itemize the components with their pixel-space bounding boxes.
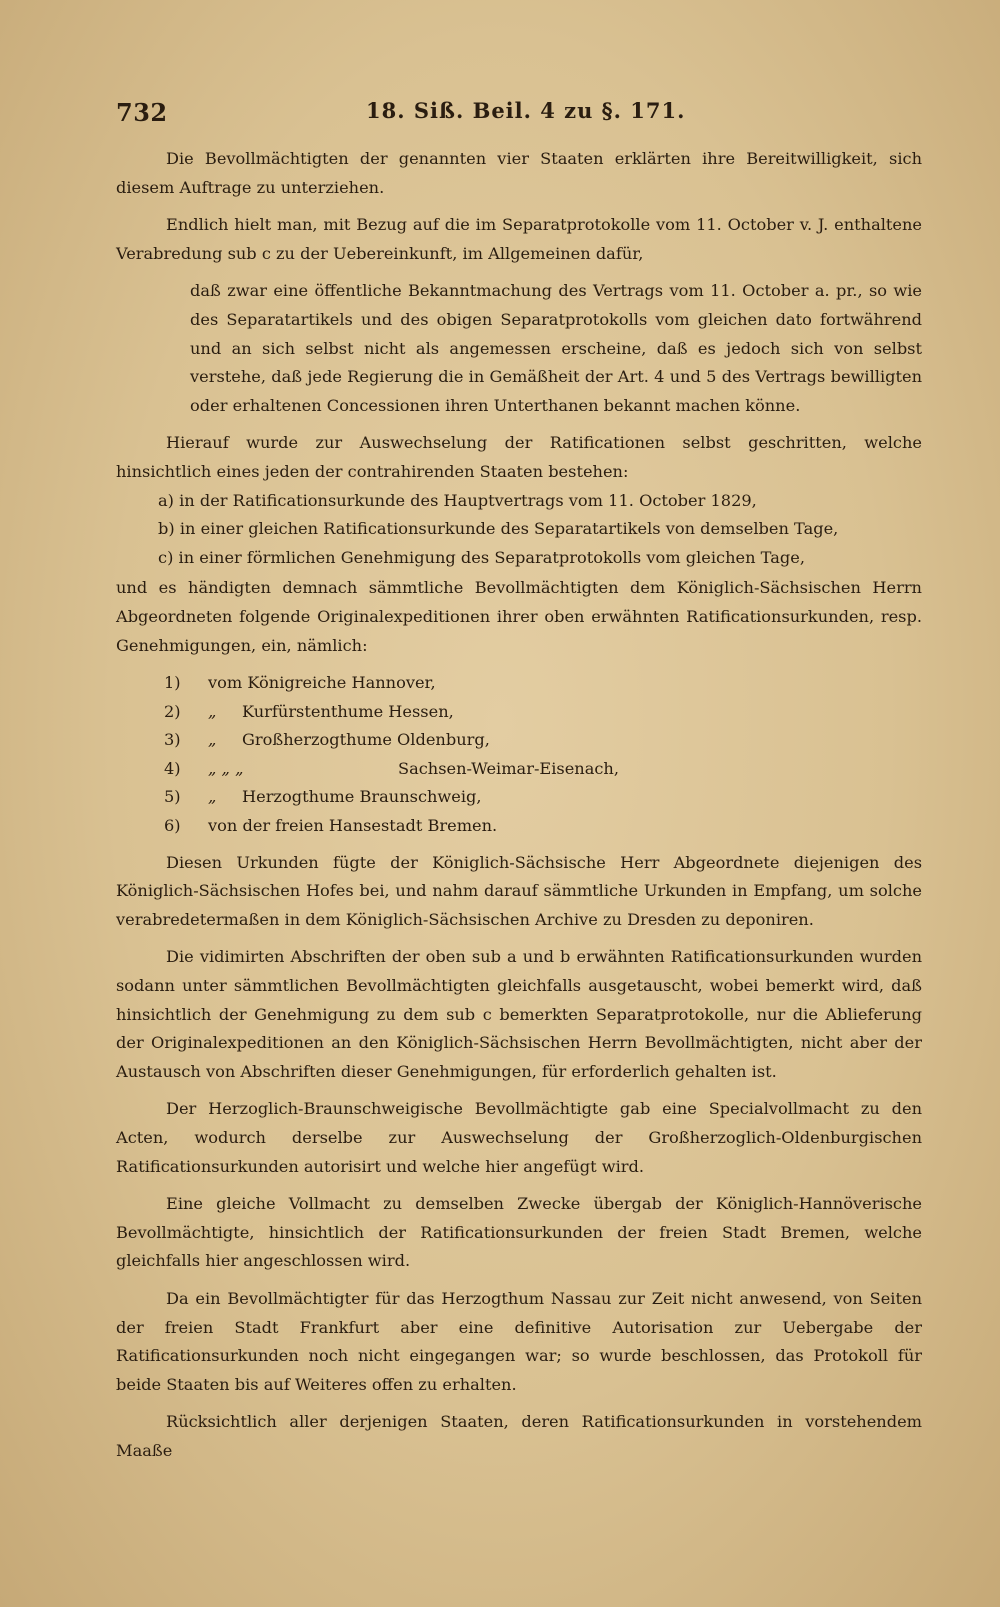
page-header: [116, 98, 916, 138]
paragraph-2: Endlich hielt man, mit Bezug auf die im Separatprotokolle vom 11. October v. J. enthaltene Verabredung sub c zu der Uebereinkunft, im Allgemeinen dafür,: [116, 215, 922, 263]
page-number: 732: [116, 98, 168, 127]
list-item: 1) vom Königreiche Hannover,: [164, 673, 436, 693]
paragraph-5: Die vidimirten Abschriften der oben sub a und b erwähnten Ratificationsurkunden wurden sodann unter sämmtlichen Bevollmächtigten gleichfalls ausgetauscht, wobei bemerkt wird, daß hinsichtlich der Genehmigung zu dem sub c bemerkten Separatprotokolle, nur die Ablieferung der Originalexpeditionen an den Königlich-Sächsischen Herrn Bevollmächtigten, nicht aber der Austausch von Abschriften dieser Genehmigungen, für erforderlich gehalten ist.: [116, 947, 922, 1081]
paragraph-3: Hierauf wurde zur Auswechselung der Ratificationen selbst geschritten, welche hinsichtlich eines jeden der contrahirenden Staaten bestehen:: [116, 433, 922, 481]
paragraph-4: Diesen Urkunden fügte der Königlich-Sächsische Herr Abgeordnete diejenigen des Königlich-Sächsischen Hofes bei, und nahm darauf sämmtliche Urkunden in Empfang, um solche verabredetermaßen in dem Königlich-Sächsischen Archive zu Dresden zu deponiren.: [116, 852, 922, 929]
paragraph-7: Eine gleiche Vollmacht zu demselben Zwecke übergab der Königlich-Hannöverische Bevollmächtigte, hinsichtlich der Ratificationsurkunden der freien Stadt Bremen, welche gleichfalls hier angeschlossen wird.: [116, 1194, 922, 1271]
running-title: 18. Siß. Beil. 4 zu §. 171.: [366, 98, 686, 123]
list-item: 5) „ Herzogthume Braunschweig,: [164, 787, 482, 807]
paragraph-8: Da ein Bevollmächtigter für das Herzogthum Nassau zur Zeit nicht anwesend, von Seiten der freien Stadt Frankfurt aber eine definitive Autorisation zur Uebergabe der Ratificationsurkunden noch nicht eingegangen war; so wurde beschlossen, das Protokoll für beide Staaten bis auf Weiteres offen zu erhalten.: [116, 1288, 922, 1394]
list-item: b) in einer gleichen Ratificationsurkunde des Separatartikels von demselben Tage,: [158, 519, 839, 539]
list-item: 6) von der freien Hansestadt Bremen.: [164, 816, 498, 836]
paragraph-3-continued: und es händigten demnach sämmtliche Bevollmächtigten dem Königlich-Sächsischen Herrn Abgeordneten folgende Originalexpeditionen ihrer oben erwähnten Ratificationsurkunden, resp. Genehmigungen, ein, nämlich:: [116, 578, 922, 655]
paragraph-1: Die Bevollmächtigten der genannten vier Staaten erklärten ihre Bereitwilligkeit, sich diesem Auftrage zu unterziehen.: [116, 149, 922, 197]
body-text: [116, 145, 922, 1475]
paragraph-9: Rücksichtlich aller derjenigen Staaten, deren Ratificationsurkunden in vorstehendem Maaße: [116, 1412, 922, 1460]
list-item: 2) „ Kurfürstenthume Hessen,: [164, 701, 454, 721]
ratification-list: [116, 487, 922, 573]
paragraph-6: Der Herzoglich-Braunschweigische Bevollmächtigte gab eine Specialvollmacht zu den Acten, wodurch derselbe zur Auswechselung der Großherzoglich-Oldenburgischen Ratificationsurkunden autorisirt und welche hier angefügt wird.: [116, 1099, 922, 1176]
list-item: 3) „ Großherzogthume Oldenburg,: [164, 730, 490, 750]
paragraph-2-quote: daß zwar eine öffentliche Bekanntmachung des Vertrags vom 11. October a. pr., so wie des Separatartikels und des obigen Separatprotokolls vom gleichen dato fortwährend und an sich selbst nicht als angemessen erscheine, daß es jedoch sich von selbst verstehe, daß jede Regierung die in Gemäßheit der Art. 4 und 5 des Vertrags bewilligten oder erhaltenen Concessionen ihren Unterthanen bekannt machen könne.: [190, 281, 922, 415]
states-list: [116, 669, 922, 841]
list-item: a) in der Ratificationsurkunde des Hauptvertrags vom 11. October 1829,: [158, 490, 757, 510]
list-item: 4) „ „ „ Sachsen-Weimar-Eisenach,: [164, 758, 620, 778]
list-item: c) in einer förmlichen Genehmigung des Separatprotokolls vom gleichen Tage,: [158, 547, 805, 567]
